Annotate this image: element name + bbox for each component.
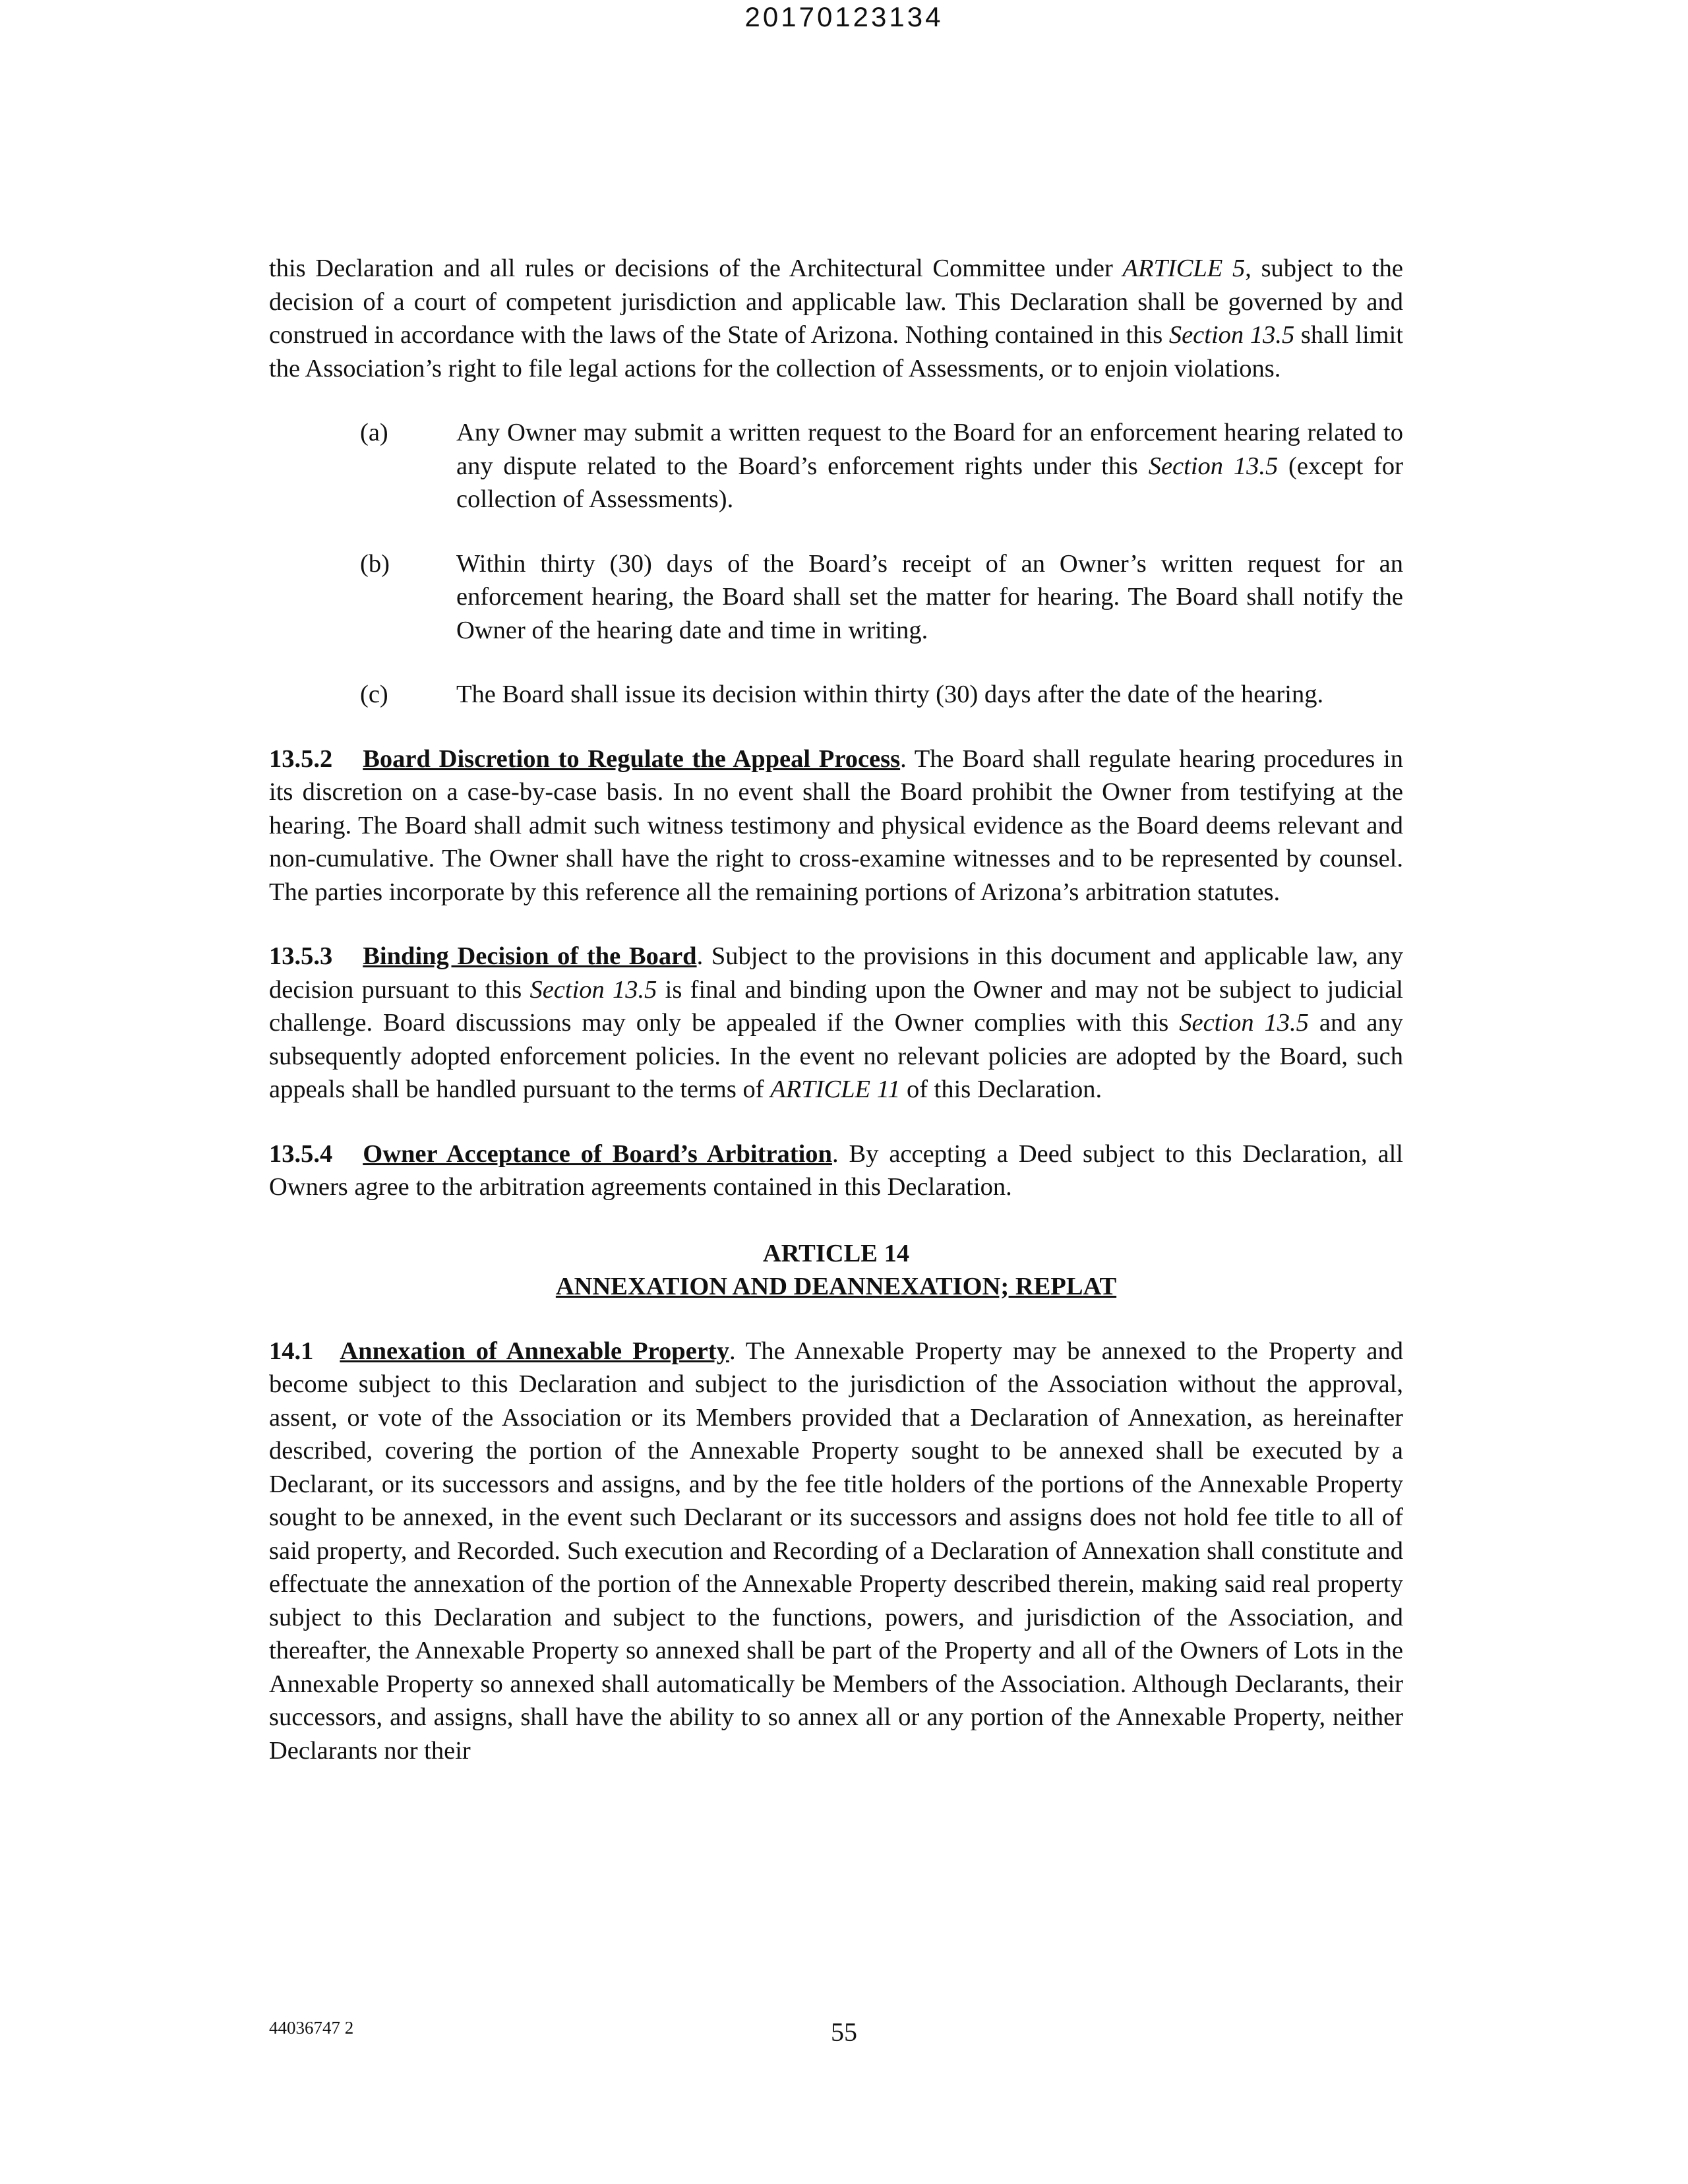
list-label-a: (a): [360, 419, 388, 446]
document-body: [269, 252, 1403, 1767]
section-13-5-4: 13.5.4 Owner Acceptance of Board’s Arbitration. By accepting a Deed subject to this Declaration, all Owners agree to the arbitration agreements contained in this Declaration.: [269, 1138, 1403, 1204]
section-number: 13.5.2: [269, 744, 333, 773]
list-label-b: (b): [360, 549, 390, 578]
list-label-c: (c): [360, 681, 388, 708]
section-title: Annexation of Annexable Property: [340, 1337, 729, 1365]
section-number: 14.1: [269, 1337, 314, 1365]
section-13-5-2: 13.5.2 Board Discretion to Regulate the Appeal Process. The Board shall regulate hearing procedures in its discretion on a case-by-case basis. In no event shall the Board prohibit the Owner from testifying at the hearing. The Board shall admit such witness testimony and physical evidence as the Board deems relevant and non-cumulative. The Owner shall have the right to cross-examine witnesses and to be represented by counsel. The parties incorporate by this reference all the remaining portions of Arizona’s arbitration statutes.: [269, 743, 1403, 909]
list-item-b: (b) Within thirty (30) days of the Board’s receipt of an Owner’s written request for an enforcement hearing, the Board shall set the matter for hearing. The Board shall notify the Owner of the hearing date and time in writing.: [269, 547, 1403, 648]
section-13-5-3: 13.5.3 Binding Decision of the Board. Subject to the provisions in this document and applicable law, any decision pursuant to this Section 13.5 is final and binding upon the Owner and may not be subject to judicial challenge. Board discussions may only be appealed if the Owner complies with this Section 13.5 and any subsequently adopted enforcement policies. In the event no relevant policies are adopted by the Board, such appeals shall be handled pursuant to the terms of ARTICLE 11 of this Declaration.: [269, 940, 1403, 1107]
section-title: Binding Decision of the Board: [363, 942, 697, 970]
article-title: ANNEXATION AND DEANNEXATION; REPLAT: [555, 1273, 1117, 1300]
section-title: Board Discretion to Regulate the Appeal Process: [363, 744, 901, 773]
section-number: 13.5.4: [269, 1139, 333, 1168]
document-id: 44036747 2: [269, 2018, 354, 2038]
section-title: Owner Acceptance of Board’s Arbitration: [363, 1139, 832, 1168]
section-14-1: 14.1 Annexation of Annexable Property. The Annexable Property may be annexed to the Property and become subject to this Declaration and subject to the jurisdiction of the Association without the approval, assent, or vote of the Association or its Members provided that a Declaration of Annexation, as hereinafter described, covering the portion of the Annexable Property sought to be annexed shall be executed by a Declarant, or its successors and assigns, and by the fee title holders of the portions of the Annexable Property sought to be annexed, in the event such Declarant or its successors and assigns does not hold fee title to all of said property, and Recorded. Such execution and Recording of a Declaration of Annexation shall constitute and effectuate the annexation of the portion of the Annexable Property described therein, making said real property subject to this Declaration and subject to the functions, powers, and jurisdiction of the Association, and thereafter, the Annexable Property so annexed shall be part of the Property and all of the Owners of Lots in the Annexable Property so annexed shall automatically be Members of the Association. Although Declarants, their successors, and assigns, shall have the ability to so annex all or any portion of the Annexable Property, neither Declarants nor their: [269, 1335, 1403, 1768]
section-number: 13.5.3: [269, 942, 333, 970]
page-number: 55: [831, 2017, 857, 2047]
article-heading: [269, 1237, 1403, 1304]
recording-number: 20170123134: [744, 1, 944, 32]
paragraph-continuation: this Declaration and all rules or decisions of the Architectural Committee under ARTICLE 5, subject to the decision of a court of competent jurisdiction and applicable law. This Declaration shall be governed by and construed in accordance with the laws of the State of Arizona. Nothing contained in this Section 13.5 shall limit the Association’s right to file legal actions for the collection of Assessments, or to enjoin violations.: [269, 255, 1403, 382]
list-item-c: (c) The Board shall issue its decision within thirty (30) days after the date of the hearing.: [269, 678, 1403, 712]
article-number: ARTICLE 14: [762, 1239, 910, 1267]
list-item-a: (a) Any Owner may submit a written request to the Board for an enforcement hearing related to any dispute related to the Board’s enforcement rights under this Section 13.5 (except for collection of Assessments).: [269, 416, 1403, 516]
